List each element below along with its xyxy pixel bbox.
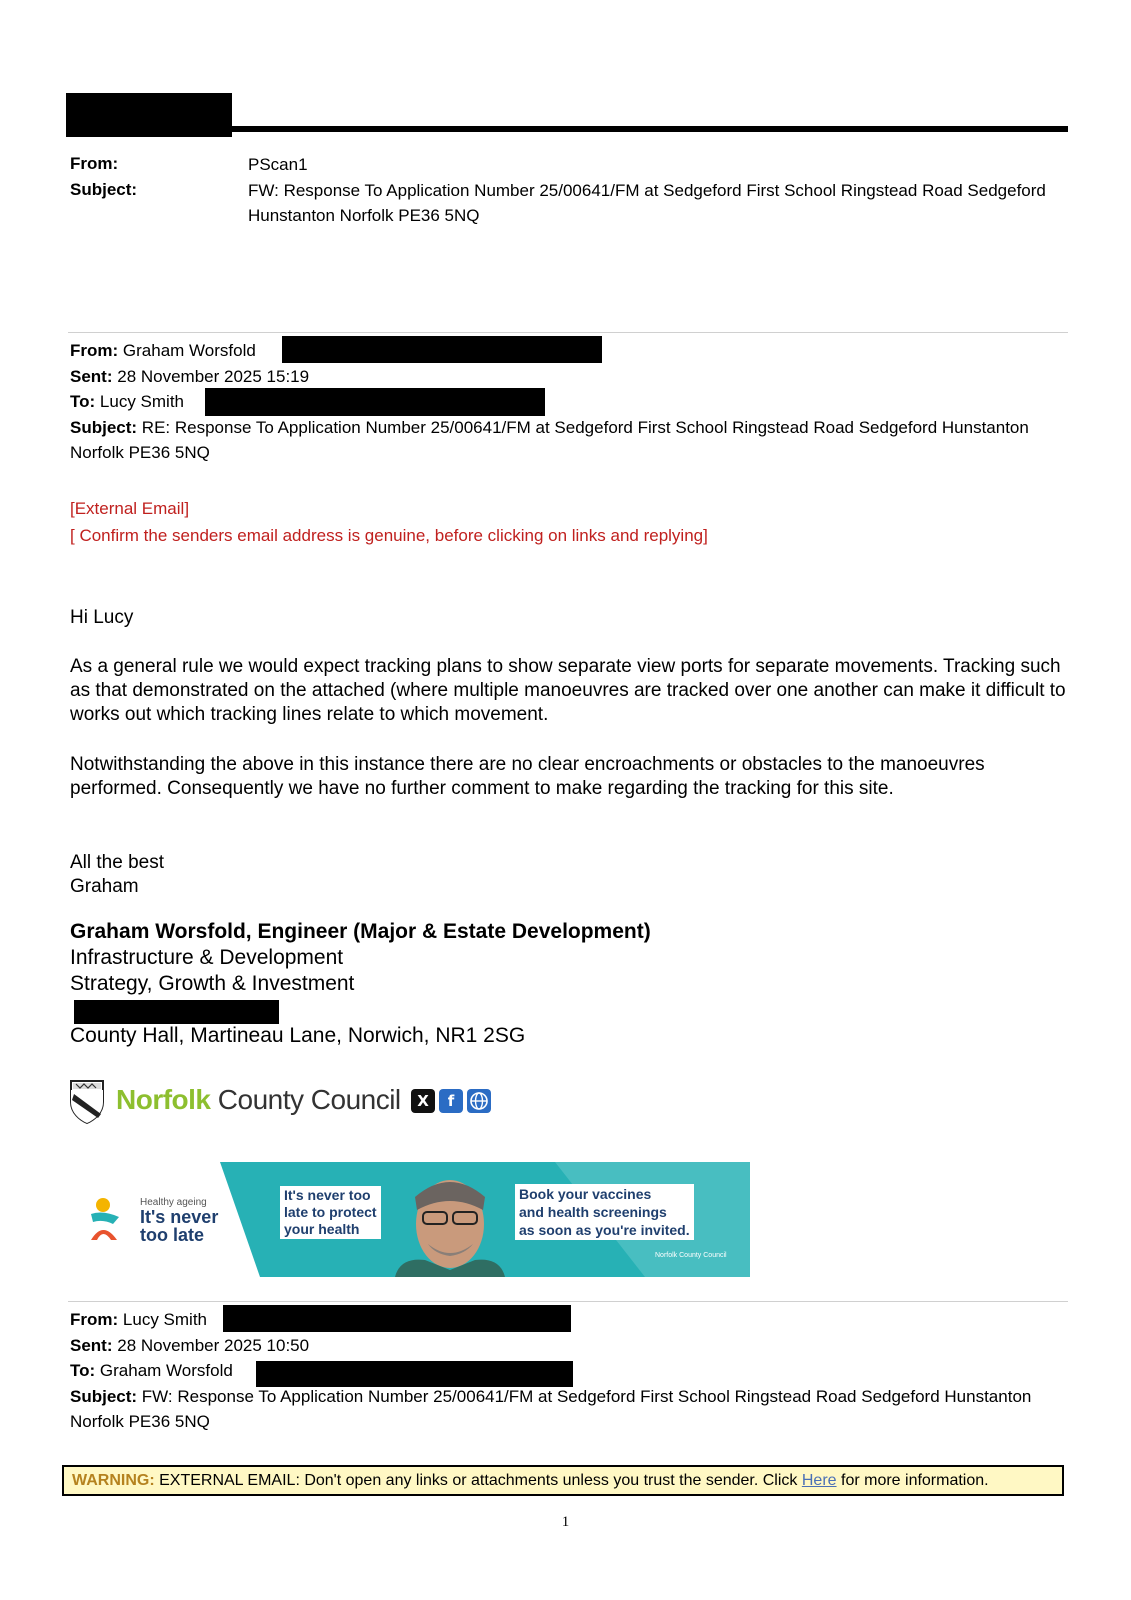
banner-brand-line2: too late [140,1225,205,1245]
from-label: From: [70,154,119,173]
greeting: Hi Lucy [70,607,134,628]
header-rule [232,126,1068,132]
redaction-email2-to [256,1361,573,1387]
signature-dept: Infrastructure & Development [70,946,344,969]
redaction-email1-from [282,336,602,363]
banner-brand-line1: It's never [140,1207,219,1227]
banner-footer: Norfolk County Council [655,1252,727,1259]
health-banner[interactable] [85,1162,750,1277]
email2-subject: Subject: FW: Response To Application Number 25/00641/FM at Sedgeford First School Ringstead Road Sedgeford Hunstanton Norfolk PE36 5NQ [70,1386,1032,1431]
divider [68,1301,1068,1302]
subject-label: Subject: [70,180,138,199]
external-email-warning: WARNING: EXTERNAL EMAIL: Don't open any links or attachments unless you trust the sender. Click Here for more information. [62,1465,1064,1496]
email1-sent: Sent: 28 November 2025 15:19 [70,366,310,386]
email1-subject: Subject: RE: Response To Application Number 25/00641/FM at Sedgeford First School Ringstead Road Sedgeford Hunstanton Norfolk PE36 5NQ [70,417,1029,462]
email2-from: From: Lucy Smith [70,1310,207,1329]
redaction-signature-phone [74,1000,279,1024]
facebook-icon[interactable]: f [439,1089,463,1113]
signoff: All the best Graham [70,852,164,897]
page-number: 1 [561,1514,570,1530]
globe-icon[interactable] [467,1089,491,1113]
redaction-email1-to [205,388,545,416]
signature-address: County Hall, Martineau Lane, Norwich, NR1 2SG [70,1024,526,1047]
crest-icon [68,1078,106,1124]
external-email-notice: [ Confirm the senders email address is genuine, before clicking on links and replying] [70,526,708,545]
divider [68,332,1068,333]
x-icon[interactable]: X [411,1089,435,1113]
subject-value: FW: Response To Application Number 25/00641/FM at Sedgeford First School Ringstead Road Sedgeford Hunstanton Norfolk PE36 5NQ [248,181,1046,225]
email1-from: From: Graham Worsfold [70,341,256,360]
body-paragraph-2: Notwithstanding the above in this instance there are no clear encroachments or obstacles to the manoeuvres performed. Consequently we have no further comment to make regarding the tracking for this site. [70,754,985,799]
banner-box-1: It's never too late to protect your health [280,1186,381,1239]
email2-to: To: Graham Worsfold [70,1361,233,1380]
body-paragraph-1: As a general rule we would expect tracking plans to show separate view ports for separate movements. Tracking such as that demonstrated on the attached (where multiple manoeuvres are tracked over one another can make it difficult to works out which tracking lines relate to which movement. [70,656,1066,725]
here-link[interactable]: Here [801,1472,837,1489]
redaction-block-top [66,93,232,137]
email2-sent: Sent: 28 November 2025 10:50 [70,1335,310,1355]
signature-division: Strategy, Growth & Investment [70,972,355,995]
external-email-tag: [External Email] [70,499,190,518]
redaction-email2-from [223,1305,571,1332]
email1-to: To: Lucy Smith [70,392,184,411]
banner-box-2: Book your vaccines and health screenings as soon as you're invited. [515,1184,694,1240]
signature-name: Graham Worsfold, Engineer (Major & Estate Development) [70,920,651,943]
from-value: PScan1 [248,155,308,174]
banner-small-text: Healthy ageing [140,1197,207,1208]
norfolk-logo-text: Norfolk County Council [116,1084,401,1115]
